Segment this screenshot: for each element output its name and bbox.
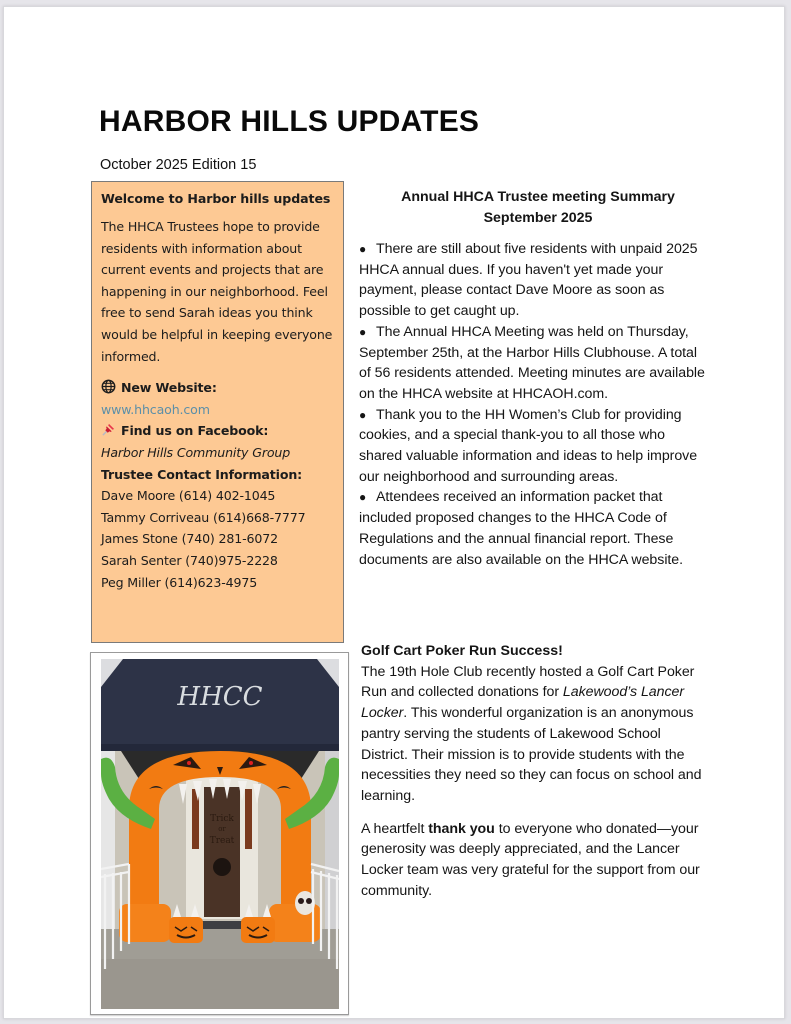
welcome-info-box — [91, 181, 344, 643]
poker-run-title: Golf Cart Poker Run Success! — [361, 643, 563, 659]
welcome-heading: Welcome to Harbor hills updates — [101, 191, 331, 206]
edition-label: October 2025 Edition 15 — [100, 157, 257, 173]
svg-text:or: or — [218, 825, 226, 833]
bullet-item: ● The Annual HHCA Meeting was held on Thursday, September 25th, at the Harbor Hills Clubhouse. A total of 56 residents attended. Meeting minutes are available on the HHCA website at HHCAOH.com. — [359, 323, 705, 402]
thank-you-paragraph: A heartfelt thank you to everyone who donated—your generosity was deeply appreciated, and the Lancer Locker team was very grateful for the support from our community. — [361, 820, 700, 899]
website-label: New Website: — [121, 380, 217, 396]
bullet-item: ● Thank you to the HH Women’s Club for providing cookies, and a special thank-you to all those who shared valuable information and ideas to help improve our neighborhood and surrounding areas. — [359, 406, 698, 485]
poker-run-paragraph: The 19th Hole Club recently hosted a Golf Cart Poker Run and collected donations for Lakewood’s Lancer Locker. This wonderful organization is an anonymous pantry serving the students of Lakewood School District. Their mission is to provide students with the necessities they need so they can focus on school and learning. — [361, 663, 702, 804]
bullet-item: ● Attendees received an information packet that included proposed changes to the HHCA Code of Regulations and the annual financial report. These documents are also available on the HHCA website. — [359, 489, 684, 568]
facebook-label: Find us on Facebook: — [121, 423, 269, 439]
bullet-item: ● There are still about five residents with unpaid 2025 HHCA annual dues. If you haven't yet made your payment, please contact Dave Moore as soon as possible to get caught up. — [359, 241, 698, 320]
trustee-contact: Dave Moore (614) 402-1045 — [101, 488, 276, 504]
awning-text: HHCC — [177, 682, 263, 712]
facebook-heading — [101, 420, 334, 442]
poker-run-section — [361, 641, 707, 901]
facebook-group-name: Harbor Hills Community Group — [101, 444, 291, 460]
trustee-contact: Sarah Senter (740)975-2228 — [101, 552, 278, 568]
trustee-contact: Peg Miller (614)623-4975 — [101, 574, 258, 590]
bullet-icon: ● — [359, 490, 367, 505]
bullet-icon: ● — [359, 324, 367, 339]
globe-icon — [101, 379, 117, 393]
trustee-contacts-heading: Trustee Contact Information: — [101, 466, 303, 482]
website-link[interactable]: www.hhcaoh.com — [101, 401, 210, 417]
trustee-contact: James Stone (740) 281-6072 — [101, 531, 278, 547]
halloween-photo-frame — [90, 652, 349, 1015]
halloween-archway-photo — [101, 659, 339, 1009]
website-heading — [101, 377, 334, 399]
bullet-icon: ● — [359, 242, 367, 256]
meeting-summary-title: Annual HHCA Trustee meeting Summary September 2025 — [401, 189, 675, 226]
welcome-intro: The HHCA Trustees hope to provide residents with information about current events and projects that are happening in our neighborhood. Feel free to send Sarah ideas you think would be helpful in keeping everyone informed. — [101, 219, 333, 364]
svg-text:Trick: Trick — [210, 814, 234, 824]
pushpin-icon — [101, 422, 117, 436]
bullet-icon: ● — [359, 407, 367, 422]
newsletter-title: HARBOR HILLS UPDATES — [99, 105, 480, 138]
newsletter-page — [3, 6, 785, 1019]
svg-text:Treat: Treat — [209, 836, 235, 846]
meeting-summary-bullets — [359, 239, 707, 570]
trustee-contact: Tammy Corriveau (614)668-7777 — [101, 509, 306, 525]
meeting-summary-section — [359, 187, 707, 570]
